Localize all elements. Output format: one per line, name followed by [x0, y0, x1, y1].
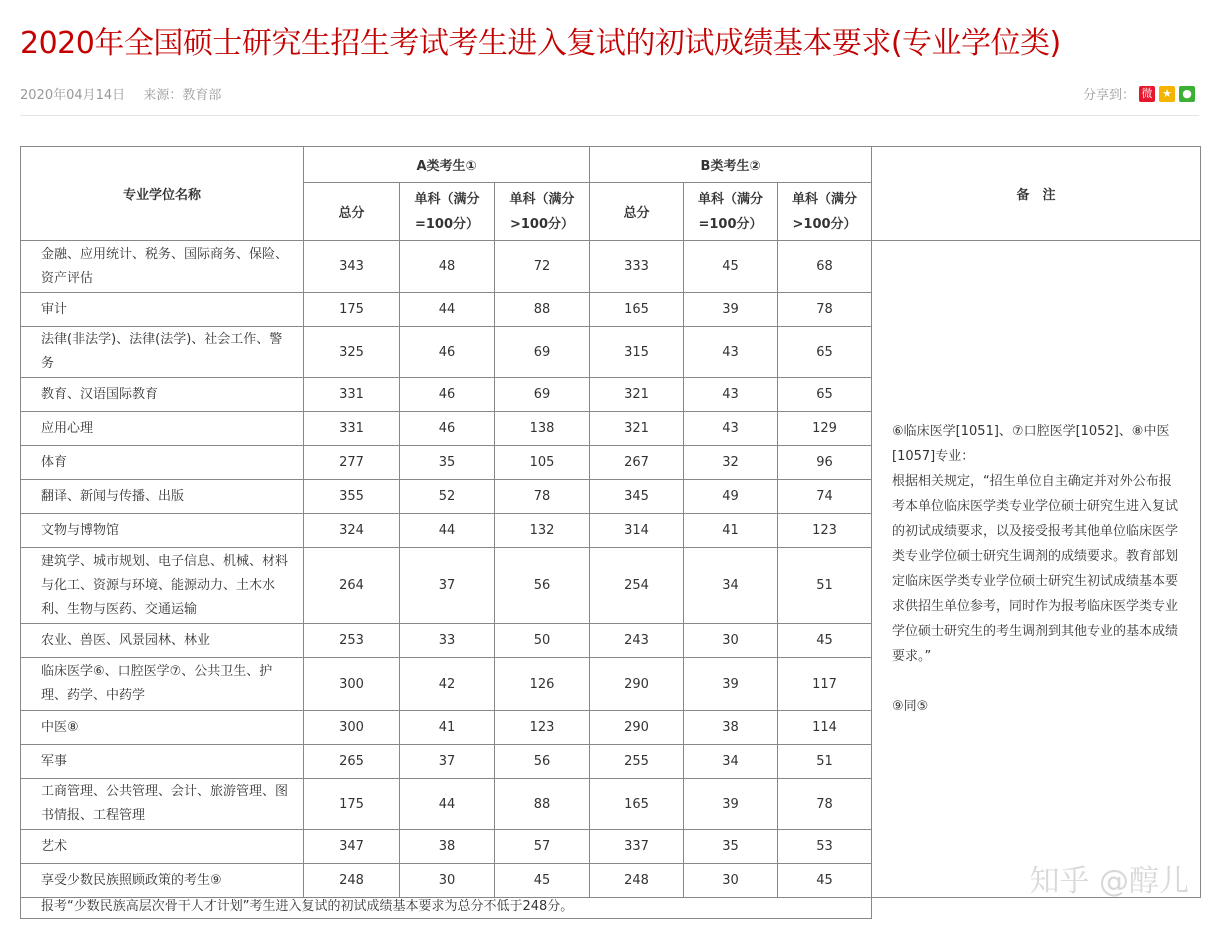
score-a-s100: 52 [400, 480, 495, 514]
score-a-s100: 46 [400, 378, 495, 412]
score-b-total: 254 [590, 548, 684, 624]
score-a-total: 277 [304, 446, 400, 480]
row-name: 工商管理、公共管理、会计、旅游管理、图书情报、工程管理 [21, 779, 304, 830]
remark-line-1: ⑥临床医学[1051]、⑦口腔医学[1052]、⑧中医[1057]专业： [892, 424, 1170, 464]
score-a-s100: 38 [400, 830, 495, 864]
score-b-s100p: 117 [778, 658, 872, 711]
score-a-total: 355 [304, 480, 400, 514]
footnote-row [21, 898, 1201, 919]
score-a-s100: 44 [400, 514, 495, 548]
score-a-s100p: 78 [495, 480, 590, 514]
score-a-s100: 44 [400, 779, 495, 830]
score-b-total: 345 [590, 480, 684, 514]
score-b-s100: 45 [684, 241, 778, 293]
score-a-total: 264 [304, 548, 400, 624]
score-b-s100p: 65 [778, 327, 872, 378]
score-a-s100: 42 [400, 658, 495, 711]
row-name: 建筑学、城市规划、电子信息、机械、材料与化工、资源与环境、能源动力、土木水利、生物与医药、交通运输 [21, 548, 304, 624]
score-b-s100: 43 [684, 378, 778, 412]
score-b-s100: 35 [684, 830, 778, 864]
score-a-s100p: 88 [495, 293, 590, 327]
score-b-s100p: 74 [778, 480, 872, 514]
score-b-s100p: 68 [778, 241, 872, 293]
score-a-s100: 44 [400, 293, 495, 327]
watermark: 知乎 @醇儿 [1029, 864, 1189, 899]
score-a-s100: 48 [400, 241, 495, 293]
score-b-s100: 43 [684, 412, 778, 446]
score-a-s100p: 72 [495, 241, 590, 293]
score-a-s100p: 138 [495, 412, 590, 446]
score-b-s100p: 45 [778, 864, 872, 898]
header-b-single-over100: 单科（满分>100分） [778, 183, 872, 241]
score-b-total: 333 [590, 241, 684, 293]
row-name: 农业、兽医、风景园林、林业 [21, 624, 304, 658]
remark-cell [872, 241, 1201, 898]
score-a-total: 300 [304, 658, 400, 711]
score-b-s100p: 123 [778, 514, 872, 548]
header-group-b: B类考生② [590, 147, 872, 183]
row-name: 教育、汉语国际教育 [21, 378, 304, 412]
score-a-total: 324 [304, 514, 400, 548]
score-a-s100p: 45 [495, 864, 590, 898]
row-name: 金融、应用统计、税务、国际商务、保险、资产评估 [21, 241, 304, 293]
score-b-s100: 38 [684, 711, 778, 745]
header-group-a: A类考生① [304, 147, 590, 183]
score-a-s100p: 50 [495, 624, 590, 658]
score-a-s100: 37 [400, 745, 495, 779]
qzone-icon[interactable]: ★ [1159, 86, 1175, 102]
score-a-total: 175 [304, 779, 400, 830]
score-b-s100p: 78 [778, 293, 872, 327]
score-a-s100p: 88 [495, 779, 590, 830]
header-remark: 备 注 [872, 147, 1201, 241]
score-b-s100p: 114 [778, 711, 872, 745]
row-name: 法律(非法学)、法律(法学)、社会工作、警务 [21, 327, 304, 378]
share-label: 分享到： [1082, 88, 1135, 103]
row-name: 艺术 [21, 830, 304, 864]
score-b-total: 290 [590, 711, 684, 745]
row-name: 翻译、新闻与传播、出版 [21, 480, 304, 514]
score-b-s100: 34 [684, 745, 778, 779]
score-a-s100: 46 [400, 327, 495, 378]
score-a-s100p: 69 [495, 378, 590, 412]
score-a-s100: 35 [400, 446, 495, 480]
score-b-s100: 32 [684, 446, 778, 480]
score-b-total: 243 [590, 624, 684, 658]
score-b-total: 165 [590, 293, 684, 327]
row-name: 享受少数民族照顾政策的考生⑨ [21, 864, 304, 898]
source: 来源：教育部 [143, 88, 222, 103]
score-table [20, 146, 1201, 919]
publish-date: 2020年04月14日 [20, 88, 126, 103]
score-b-s100p: 51 [778, 745, 872, 779]
score-b-s100p: 96 [778, 446, 872, 480]
score-a-total: 175 [304, 293, 400, 327]
score-b-total: 267 [590, 446, 684, 480]
score-a-s100: 37 [400, 548, 495, 624]
header-b-total: 总分 [590, 183, 684, 241]
row-name: 中医⑧ [21, 711, 304, 745]
score-b-total: 337 [590, 830, 684, 864]
score-a-s100: 41 [400, 711, 495, 745]
header-b-single100: 单科（满分=100分） [684, 183, 778, 241]
divider [20, 115, 1199, 116]
row-name: 文物与博物馆 [21, 514, 304, 548]
score-b-s100: 30 [684, 864, 778, 898]
score-b-total: 248 [590, 864, 684, 898]
weibo-icon[interactable]: 微 [1139, 86, 1155, 102]
row-name: 应用心理 [21, 412, 304, 446]
footnote: 报考“少数民族高层次骨干人才计划”考生进入复试的初试成绩基本要求为总分不低于248分。 [21, 898, 872, 919]
score-a-s100p: 56 [495, 548, 590, 624]
score-b-s100: 39 [684, 779, 778, 830]
score-a-total: 248 [304, 864, 400, 898]
page-title: 2020年全国硕士研究生招生考试考生进入复试的初试成绩基本要求(专业学位类) [20, 26, 1061, 61]
score-a-total: 343 [304, 241, 400, 293]
score-a-total: 265 [304, 745, 400, 779]
score-b-s100p: 53 [778, 830, 872, 864]
score-b-total: 255 [590, 745, 684, 779]
score-b-s100p: 45 [778, 624, 872, 658]
score-b-s100: 39 [684, 293, 778, 327]
score-a-s100p: 105 [495, 446, 590, 480]
score-b-total: 321 [590, 378, 684, 412]
score-a-total: 253 [304, 624, 400, 658]
remark-line-3: ⑨同⑤ [892, 699, 929, 714]
score-a-s100p: 132 [495, 514, 590, 548]
article-meta [20, 84, 235, 103]
header-a-single-over100: 单科（满分>100分） [495, 183, 590, 241]
score-b-total: 290 [590, 658, 684, 711]
score-a-s100p: 126 [495, 658, 590, 711]
row-name: 体育 [21, 446, 304, 480]
score-b-s100: 30 [684, 624, 778, 658]
score-a-s100p: 57 [495, 830, 590, 864]
table-row [21, 241, 1201, 293]
score-b-total: 321 [590, 412, 684, 446]
row-name: 军事 [21, 745, 304, 779]
score-a-total: 331 [304, 378, 400, 412]
score-a-s100p: 69 [495, 327, 590, 378]
score-b-s100: 49 [684, 480, 778, 514]
score-b-total: 314 [590, 514, 684, 548]
header-a-total: 总分 [304, 183, 400, 241]
score-b-s100p: 129 [778, 412, 872, 446]
wechat-icon[interactable]: ● [1179, 86, 1195, 102]
score-b-total: 165 [590, 779, 684, 830]
header-name: 专业学位名称 [21, 147, 304, 241]
score-a-s100: 46 [400, 412, 495, 446]
score-b-s100: 43 [684, 327, 778, 378]
share-bar [1083, 84, 1195, 103]
header-a-single100: 单科（满分=100分） [400, 183, 495, 241]
score-a-s100p: 123 [495, 711, 590, 745]
score-a-s100: 33 [400, 624, 495, 658]
remark-line-2: 根据相关规定，“招生单位自主确定并对外公布报考本单位临床医学类专业学位硕士研究生进入复试的初试成绩要求，以及接受报考其他单位临床医学类专业学位硕士研究生调剂的成绩要求。教育部划定临床医学类专业学位硕士研究生初试成绩基本要求供招生单位参考，同时作为报考临床医学类专业学位硕士研究生的考生调剂到其他专业的基本成绩要求。” [892, 474, 1179, 664]
score-b-s100: 39 [684, 658, 778, 711]
row-name: 审计 [21, 293, 304, 327]
score-b-s100p: 51 [778, 548, 872, 624]
score-a-total: 331 [304, 412, 400, 446]
score-b-s100: 34 [684, 548, 778, 624]
score-a-s100p: 56 [495, 745, 590, 779]
score-b-s100: 41 [684, 514, 778, 548]
score-b-s100p: 65 [778, 378, 872, 412]
score-b-total: 315 [590, 327, 684, 378]
score-a-s100: 30 [400, 864, 495, 898]
score-a-total: 347 [304, 830, 400, 864]
score-a-total: 300 [304, 711, 400, 745]
row-name: 临床医学⑥、口腔医学⑦、公共卫生、护理、药学、中药学 [21, 658, 304, 711]
score-a-total: 325 [304, 327, 400, 378]
score-b-s100p: 78 [778, 779, 872, 830]
